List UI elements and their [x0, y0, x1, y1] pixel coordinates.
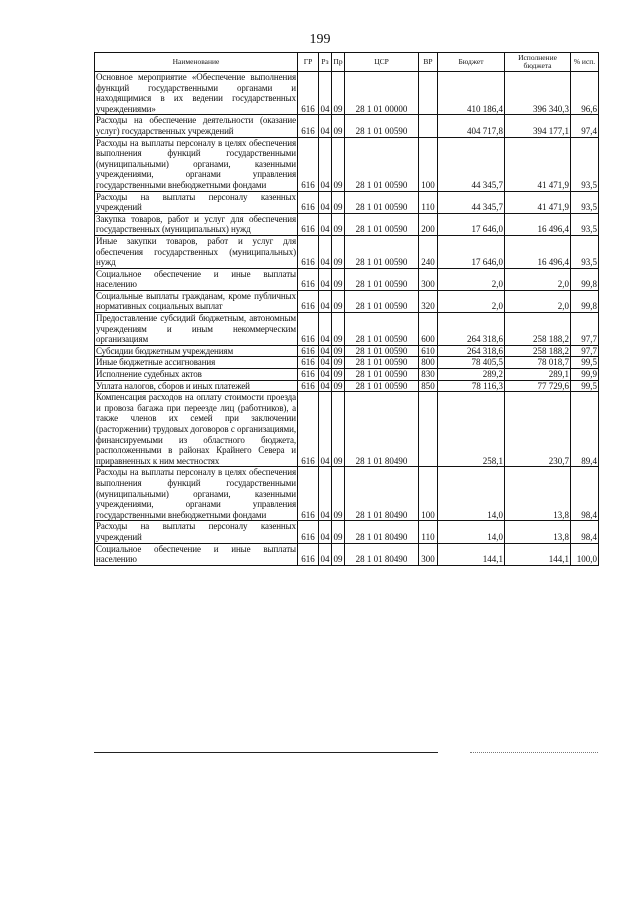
cell-percent: 100,0	[571, 543, 599, 565]
footer-rule-right	[470, 752, 598, 753]
cell-name: Расходы на выплаты персоналу казенных учреждений	[96, 191, 296, 213]
cell-execution: 78 018,7	[505, 357, 571, 369]
table-row	[95, 290, 599, 312]
cell-name: Основное мероприятие «Обеспечение выполнения функций государственными органами и находящимися в их ведении государственных учреждениями»	[96, 72, 296, 114]
cell-csr: 28 1 01 00590	[345, 290, 419, 312]
header-gr: ГР	[298, 53, 319, 72]
cell-rz: 04	[319, 268, 332, 290]
table-row	[95, 72, 599, 115]
cell-budget: 17 646,0	[438, 213, 505, 235]
cell-pr: 09	[332, 191, 345, 213]
cell-gr: 616	[298, 467, 319, 521]
cell-csr: 28 1 01 80490	[345, 543, 419, 565]
cell-csr: 28 1 01 80490	[345, 521, 419, 543]
header-rz: Рз	[319, 53, 332, 72]
cell-pr: 09	[332, 543, 345, 565]
header-percent: % исп.	[571, 53, 599, 72]
cell-budget: 44 345,7	[438, 137, 505, 191]
cell-budget: 258,1	[438, 392, 505, 467]
cell-gr: 616	[298, 543, 319, 565]
cell-budget: 2,0	[438, 268, 505, 290]
cell-name: Компенсация расходов на оплату стоимости проезда и провоза багажа при переезде лиц (работников), а также членов их семей при заключении (расторжении) трудовых договоров с организациями, финансируемыми из областного бюджета, расположенными в районах Крайнего Севера и приравненных к ним местностях	[96, 392, 296, 466]
cell-csr: 28 1 01 00590	[345, 213, 419, 235]
cell-csr: 28 1 01 00590	[345, 137, 419, 191]
cell-rz: 04	[319, 191, 332, 213]
cell-execution: 13,8	[505, 521, 571, 543]
cell-budget: 2,0	[438, 290, 505, 312]
cell-name: Закупка товаров, работ и услуг для обеспечения государственных (муниципальных) нужд	[96, 213, 296, 235]
cell-budget: 44 345,7	[438, 191, 505, 213]
cell-gr: 616	[298, 380, 319, 392]
cell-execution: 258 188,2	[505, 345, 571, 357]
cell-csr: 28 1 01 00590	[345, 345, 419, 357]
cell-budget: 78 405,5	[438, 357, 505, 369]
cell-vr	[419, 392, 438, 467]
cell-pr: 09	[332, 137, 345, 191]
cell-percent: 93,5	[571, 191, 599, 213]
cell-percent: 99,8	[571, 268, 599, 290]
cell-pr: 09	[332, 213, 345, 235]
cell-rz: 04	[319, 235, 332, 268]
page-number: 199	[309, 32, 331, 47]
cell-gr: 616	[298, 521, 319, 543]
cell-name: Социальное обеспечение и иные выплаты населению	[96, 543, 296, 565]
cell-budget: 289,2	[438, 369, 505, 381]
footer-rule-left	[94, 752, 438, 753]
cell-percent: 93,5	[571, 137, 599, 191]
cell-vr: 300	[419, 268, 438, 290]
cell-percent: 93,5	[571, 235, 599, 268]
cell-rz: 04	[319, 467, 332, 521]
cell-name: Расходы на обеспечение деятельности (оказание услуг) государственных учреждений	[96, 115, 296, 136]
cell-pr: 09	[332, 268, 345, 290]
cell-vr: 850	[419, 380, 438, 392]
header-pr: Пр	[332, 53, 345, 72]
cell-vr: 320	[419, 290, 438, 312]
cell-rz: 04	[320, 345, 330, 356]
cell-csr: 28 1 01 00590	[345, 380, 419, 392]
table-header-row	[95, 53, 599, 72]
cell-rz: 04	[319, 521, 332, 543]
cell-name: Иные закупки товаров, работ и услуг для обеспечения государственных (муниципальных) нужд	[96, 235, 296, 268]
cell-rz: 04	[319, 72, 332, 115]
cell-gr: 616	[298, 290, 319, 312]
cell-csr: 28 1 01 00590	[345, 313, 419, 346]
cell-gr: 616	[298, 137, 319, 191]
cell-rz: 04	[319, 543, 332, 565]
header-budget: Бюджет	[438, 53, 505, 72]
cell-rz: 04	[319, 213, 332, 235]
cell-vr: 830	[419, 369, 438, 381]
cell-pr: 09	[332, 72, 345, 115]
cell-gr: 616	[298, 235, 319, 268]
cell-csr: 28 1 01 00590	[345, 115, 419, 137]
cell-csr: 28 1 01 00590	[345, 268, 419, 290]
cell-percent: 99,9	[571, 369, 599, 381]
cell-gr: 616	[298, 357, 319, 369]
cell-execution: 16 496,4	[505, 213, 571, 235]
cell-execution: 258 188,2	[505, 313, 571, 346]
table-row	[95, 235, 599, 268]
cell-pr: 09	[332, 392, 345, 467]
cell-name: Расходы на выплаты персоналу в целях обеспечения выполнения функций государственными (муниципальными) органами, казенными учреждениями, органами управления государственными внебюджетными фондами	[96, 137, 296, 190]
cell-rz: 04	[319, 392, 332, 467]
cell-pr: 09	[332, 467, 345, 521]
cell-budget: 78 116,3	[438, 380, 505, 392]
budget-table	[94, 52, 599, 566]
cell-name: Расходы на выплаты персоналу казенных учреждений	[96, 521, 296, 542]
cell-percent: 98,4	[571, 467, 599, 521]
table-row	[95, 213, 599, 235]
cell-csr: 28 1 01 00000	[345, 72, 419, 115]
cell-gr: 616	[298, 115, 319, 137]
cell-csr: 28 1 01 80490	[345, 392, 419, 467]
table-row	[95, 543, 599, 565]
cell-gr: 616	[298, 72, 319, 115]
cell-pr: 09	[333, 345, 343, 356]
cell-execution: 2,0	[505, 268, 571, 290]
cell-name: Субсидии бюджетным учреждениям	[95, 345, 298, 357]
cell-percent: 96,6	[571, 72, 599, 115]
cell-percent: 99,8	[571, 290, 599, 312]
table-row	[95, 191, 599, 213]
cell-gr: 616	[298, 268, 319, 290]
cell-csr: 28 1 01 00590	[345, 191, 419, 213]
cell-execution: 41 471,9	[505, 191, 571, 213]
cell-vr	[419, 72, 438, 115]
table-row	[95, 115, 599, 137]
cell-pr: 09	[333, 369, 343, 380]
cell-vr: 600	[419, 313, 438, 346]
cell-percent: 97,7	[571, 313, 599, 346]
cell-vr	[419, 115, 438, 137]
cell-gr: 616	[298, 191, 319, 213]
cell-csr: 28 1 01 00590	[345, 369, 419, 381]
cell-csr: 28 1 01 80490	[345, 467, 419, 521]
header-name: Наименование	[95, 53, 298, 72]
cell-name: Социальное обеспечение и иные выплаты населению	[96, 268, 296, 290]
cell-rz: 04	[319, 115, 332, 137]
cell-csr: 28 1 01 00590	[345, 235, 419, 268]
cell-budget: 14,0	[438, 467, 505, 521]
cell-name: Социальные выплаты гражданам, кроме публичных нормативных социальных выплат	[96, 290, 296, 312]
cell-percent: 89,4	[571, 392, 599, 467]
cell-gr: 616	[298, 213, 319, 235]
table-row	[95, 369, 599, 381]
cell-budget: 144,1	[438, 543, 505, 565]
table-row	[95, 521, 599, 543]
cell-pr: 09	[332, 521, 345, 543]
cell-gr: 616	[298, 369, 319, 381]
cell-vr: 200	[419, 213, 438, 235]
cell-csr: 28 1 01 00590	[345, 357, 419, 369]
table-row	[95, 392, 599, 467]
cell-name: Расходы на выплаты персоналу в целях обеспечения выполнения функций государственными (муниципальными) органами, казенными учреждениями, органами управления государственными внебюджетными фондами	[96, 467, 296, 520]
table-row	[95, 313, 599, 346]
cell-percent: 97,4	[571, 115, 599, 137]
cell-budget: 264 318,6	[438, 313, 505, 346]
cell-vr: 100	[419, 467, 438, 521]
cell-pr: 09	[332, 290, 345, 312]
cell-percent: 93,5	[571, 213, 599, 235]
table-row	[95, 137, 599, 191]
cell-vr: 300	[419, 543, 438, 565]
cell-execution: 77 729,6	[505, 380, 571, 392]
table-row	[95, 380, 599, 392]
cell-execution: 2,0	[505, 290, 571, 312]
cell-execution: 394 177,1	[505, 115, 571, 137]
cell-rz: 04	[319, 290, 332, 312]
cell-budget: 264 318,6	[438, 345, 505, 357]
cell-percent: 97,7	[571, 345, 599, 357]
cell-pr: 09	[333, 380, 343, 391]
cell-vr: 110	[419, 191, 438, 213]
cell-gr: 616	[298, 345, 319, 357]
cell-percent: 99,5	[571, 357, 599, 369]
table-row	[95, 268, 599, 290]
cell-rz: 04	[320, 380, 330, 391]
cell-pr: 09	[332, 313, 345, 346]
cell-vr: 100	[419, 137, 438, 191]
cell-vr: 110	[419, 521, 438, 543]
cell-execution: 41 471,9	[505, 137, 571, 191]
cell-name: Исполнение судебных актов	[95, 369, 298, 381]
header-csr: ЦСР	[345, 53, 419, 72]
cell-name: Иные бюджетные ассигнования	[95, 357, 298, 369]
cell-rz: 04	[319, 313, 332, 346]
cell-percent: 98,4	[571, 521, 599, 543]
cell-execution: 144,1	[505, 543, 571, 565]
cell-budget: 17 646,0	[438, 235, 505, 268]
cell-percent: 99,5	[571, 380, 599, 392]
cell-execution: 13,8	[505, 467, 571, 521]
cell-execution: 289,1	[505, 369, 571, 381]
cell-vr: 800	[419, 357, 438, 369]
cell-pr: 09	[332, 115, 345, 137]
cell-pr: 09	[333, 357, 343, 368]
cell-rz: 04	[320, 357, 330, 368]
header-execution: Исполнение бюджета	[505, 53, 571, 72]
cell-name: Уплата налогов, сборов и иных платежей	[95, 380, 298, 392]
cell-execution: 16 496,4	[505, 235, 571, 268]
cell-budget: 410 186,4	[438, 72, 505, 115]
cell-budget: 14,0	[438, 521, 505, 543]
table-row	[95, 345, 599, 357]
cell-vr: 610	[419, 345, 438, 357]
cell-budget: 404 717,8	[438, 115, 505, 137]
cell-vr: 240	[419, 235, 438, 268]
cell-gr: 616	[298, 392, 319, 467]
cell-name: Предоставление субсидий бюджетным, автономным учреждениям и иным некоммерческим организациям	[96, 313, 296, 345]
cell-execution: 230,7	[505, 392, 571, 467]
cell-gr: 616	[298, 313, 319, 346]
cell-pr: 09	[332, 235, 345, 268]
table-row	[95, 357, 599, 369]
cell-execution: 396 340,3	[505, 72, 571, 115]
cell-rz: 04	[320, 369, 330, 380]
cell-rz: 04	[319, 137, 332, 191]
table-row	[95, 467, 599, 521]
header-vr: ВР	[419, 53, 438, 72]
